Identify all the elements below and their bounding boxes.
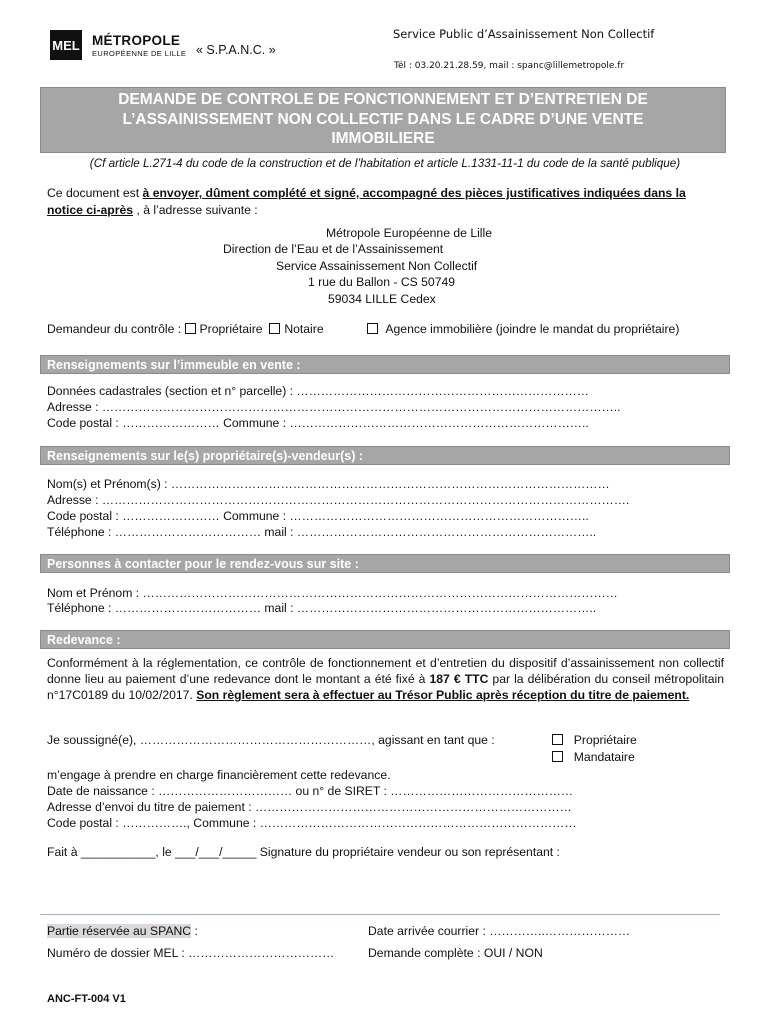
field-cadastre[interactable]: Données cadastrales (section et n° parcelle) : ……………………………………………………………… <box>47 384 589 398</box>
field-adresse-proprietaire[interactable]: Adresse : …………………………………………………………………………………………………………………. <box>47 493 630 507</box>
footer-divider <box>40 914 720 915</box>
service-contact: Tél : 03.20.21.28.59, mail : spanc@lillemetropole.fr <box>394 61 625 71</box>
title-line-1: DEMANDE DE CONTROLE DE FONCTIONNEMENT ET D’ENTRETIEN DE <box>118 91 648 108</box>
field-cp-commune-immeuble[interactable]: Code postal : …………………… Commune : ……………………………………………………………….. <box>47 416 589 430</box>
redevance-amount: 187 € TTC <box>429 672 489 686</box>
soussigne-option-mandataire <box>552 750 635 764</box>
intro-emphasis-1: à envoyer, dûment complété et signé, accompagné des pièces justificatives indiquées dans la <box>142 186 686 200</box>
field-adresse-immeuble[interactable]: Adresse : ……………………………………………………………………………………………………………….. <box>47 400 621 414</box>
intro-emphasis-2: notice ci-après <box>47 203 134 217</box>
checkbox-notaire[interactable] <box>269 323 280 334</box>
title-line-3: IMMOBILIERE <box>331 130 435 147</box>
logo-name: MÉTROPOLE <box>92 33 181 48</box>
intro-line-1 <box>47 186 686 200</box>
demandeur-option-notaire: Notaire <box>284 322 324 336</box>
field-naissance-siret[interactable]: Date de naissance : …………………………… ou n° de SIRET : ……………………………………… <box>47 784 574 798</box>
reserved-spanc-colon: : <box>191 924 198 938</box>
redevance-paragraph <box>47 655 724 703</box>
address-line-3: Service Assainissement Non Collectif <box>276 258 478 273</box>
redevance-text-2: par la délibération du conseil métropolitain n°17C0189 du 10/02/2017. <box>47 672 725 702</box>
address-line-1: Métropole Européenne de Lille <box>326 226 493 240</box>
field-nom-prenom-contact[interactable]: Nom et Prénom : ……………………………………………………………………………………………………… <box>47 586 618 600</box>
demandeur-label: Demandeur du contrôle : <box>47 322 182 336</box>
checkbox-soussigne-proprietaire[interactable] <box>552 734 563 745</box>
soussigne-mandataire-label: Mandataire <box>573 750 635 764</box>
spanc-label: « S.P.A.N.C. » <box>196 43 276 57</box>
intro-line-2 <box>47 203 258 217</box>
field-fait-signature[interactable]: Fait à ___________, le ___/___/_____ Signature du propriétaire vendeur ou son représentant : <box>47 845 560 859</box>
form-code: ANC-FT-004 V1 <box>47 993 126 1005</box>
logo-mark: MEL <box>50 30 82 60</box>
engagement-text: m’engage à prendre en charge financièrement cette redevance. <box>47 768 391 782</box>
checkbox-agence[interactable] <box>367 323 378 334</box>
legal-citation: (Cf article L.271-4 du code de la construction et de l’habitation et article L.1331-11-1 du code de la santé publique) <box>89 157 681 170</box>
demandeur-option-agence: Agence immobilière (joindre le mandat du propriétaire) <box>385 322 680 336</box>
field-cp-commune-proprietaire[interactable]: Code postal : …………………… Commune : ……………………………………………………………….. <box>47 509 589 523</box>
section-immeuble-heading: Renseignements sur l’immeuble en vente : <box>40 355 730 374</box>
field-cp-commune-envoi[interactable]: Code postal : ……………., Commune : …………………………………………………………………… <box>47 816 577 830</box>
field-date-arrivee[interactable]: Date arrivée courrier : …………..………………… <box>368 924 631 938</box>
demandeur-option-proprietaire: Propriétaire <box>199 322 263 336</box>
field-nom-prenom-proprietaire[interactable]: Nom(s) et Prénom(s) : ……………………………………………………………………………………………… <box>47 477 610 491</box>
redevance-text-1: Conformément à la réglementation, ce contrôle de fonctionnement et d’entretien du dispositif d’assainissement non collectif donne lieu au paiement d’une redevance dont le montant a été fixé à <box>47 656 724 686</box>
service-name: Service Public d’Assainissement Non Collectif <box>393 27 655 41</box>
soussigne-proprietaire-label: Propriétaire <box>573 733 637 747</box>
postal-address <box>0 225 770 307</box>
logo-subtitle: EUROPÉENNE DE LILLE <box>92 49 187 58</box>
address-line-4: 1 rue du Ballon - CS 50749 <box>308 275 456 290</box>
section-contact-heading: Personnes à contacter pour le rendez-vous sur site : <box>40 554 730 573</box>
title-line-2: L’ASSAINISSEMENT NON COLLECTIF DANS LE CADRE D’UNE VENTE <box>122 110 644 128</box>
redevance-payment-notice: Son règlement sera à effectuer au Trésor Public après réception du titre de paiement. <box>196 688 690 702</box>
checkbox-proprietaire[interactable] <box>185 323 196 334</box>
field-telephone-mail-contact[interactable]: Téléphone : ……………………………… mail : ……………………………………………………………….. <box>47 601 597 615</box>
intro-prefix: Ce document est <box>47 186 143 200</box>
soussigne-option-proprietaire <box>552 733 637 747</box>
field-demande-complete[interactable]: Demande complète : OUI / NON <box>368 946 543 960</box>
address-line-5: 59034 LILLE Cedex <box>328 291 436 306</box>
field-adresse-envoi[interactable]: Adresse d’envoi du titre de paiement : …………………………………………………………………… <box>47 800 572 814</box>
intro-suffix: , à l’adresse suivante : <box>133 203 258 217</box>
field-telephone-mail-proprietaire[interactable]: Téléphone : ……………………………… mail : ……………………………………………………………….. <box>47 525 597 539</box>
checkbox-soussigne-mandataire[interactable] <box>552 751 563 762</box>
field-soussigne[interactable]: Je soussigné(e), …………………………………………………, agissant en tant que : <box>47 733 495 747</box>
reserved-spanc-text: Partie réservée au SPANC <box>47 924 192 938</box>
demandeur-row <box>47 322 679 336</box>
reserved-spanc-label <box>47 924 198 938</box>
document-title <box>40 87 726 153</box>
section-proprietaire-heading: Renseignements sur le(s) propriétaire(s)-vendeur(s) : <box>40 446 730 465</box>
address-line-2: Direction de l’Eau et de l’Assainissement <box>223 242 444 257</box>
section-redevance-heading: Redevance : <box>40 630 730 649</box>
field-numero-dossier[interactable]: Numéro de dossier MEL : ……………………………… <box>47 946 335 960</box>
